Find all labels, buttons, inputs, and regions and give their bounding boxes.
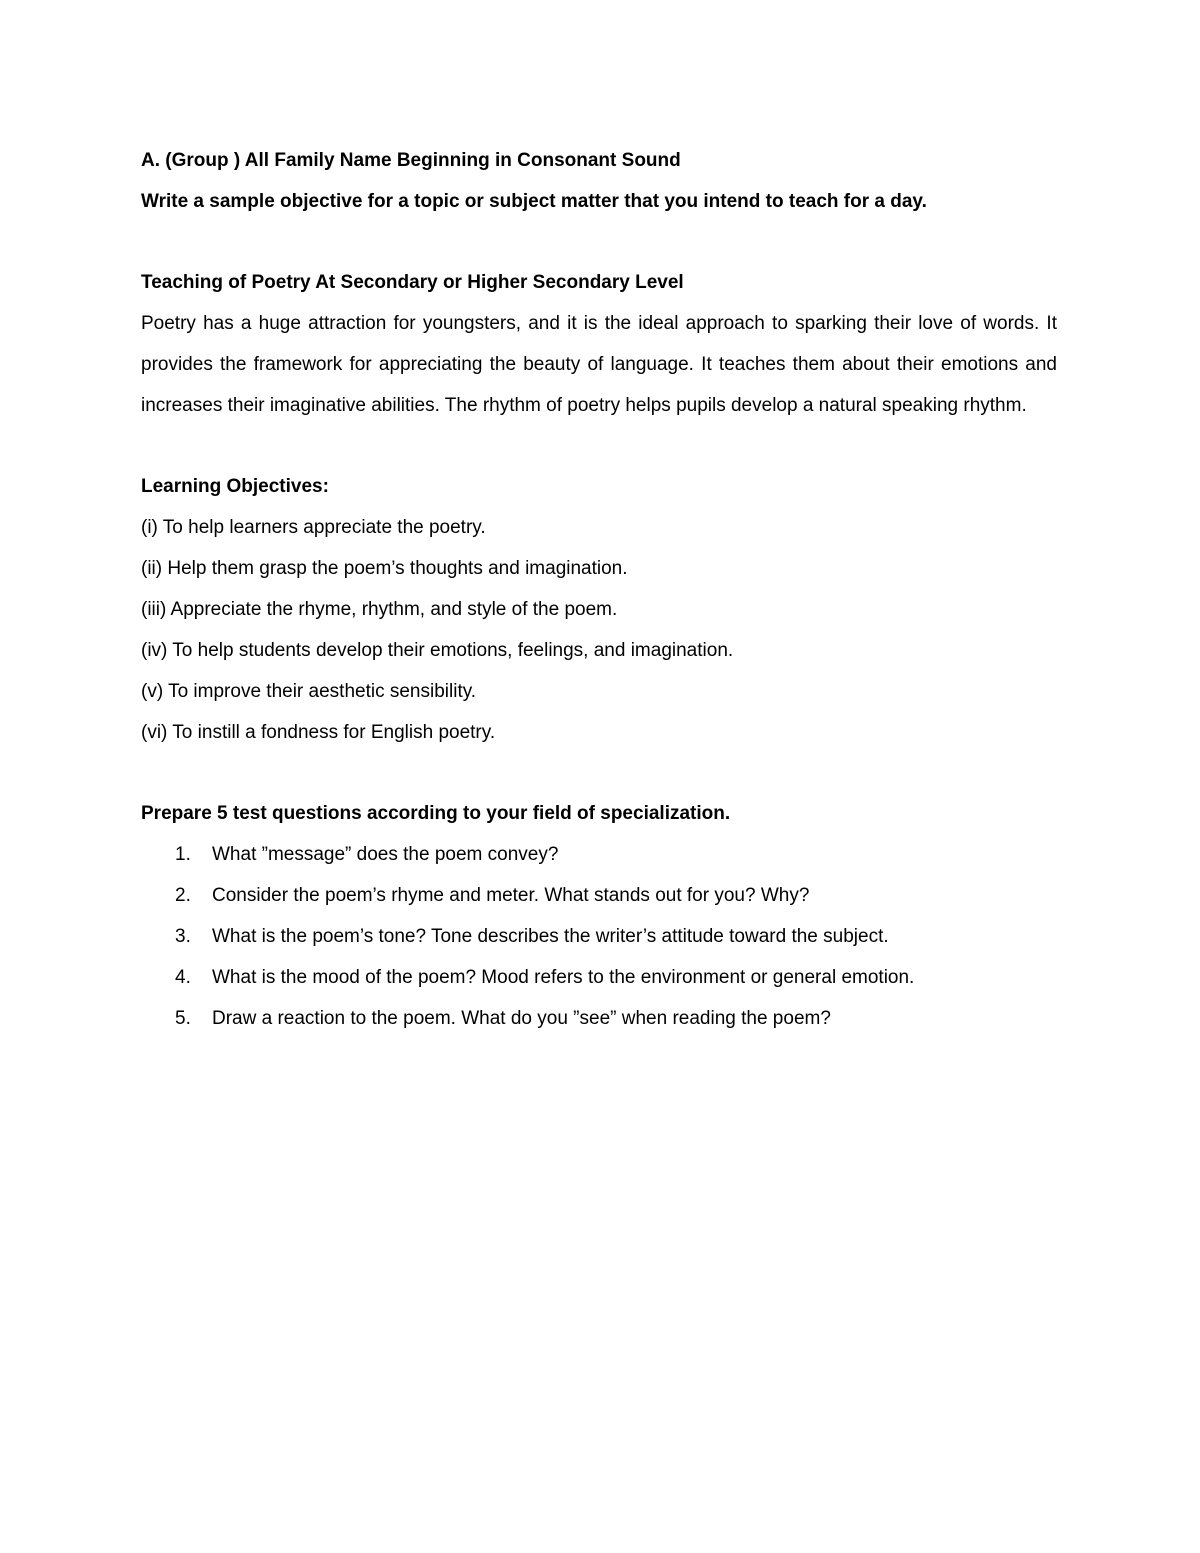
question-item: [141, 957, 1057, 998]
question-item: [141, 834, 1057, 875]
spacer: [141, 222, 1057, 262]
objective-item: (vi) To instill a fondness for English poetry.: [141, 722, 496, 743]
question-text: What is the mood of the poem? Mood refers to the environment or general emotion.: [212, 967, 915, 988]
objective-item: (ii) Help them grasp the poem’s thoughts and imagination.: [141, 558, 628, 579]
question-number: 4.: [175, 967, 191, 988]
question-number: 1.: [175, 844, 191, 865]
spacer: [141, 753, 1057, 793]
objective-item: (i) To help learners appreciate the poetry.: [141, 517, 486, 538]
question-item: [141, 875, 1057, 916]
question-item: [141, 998, 1057, 1039]
question-text: What ”message” does the poem convey?: [212, 844, 559, 865]
question-number: 2.: [175, 885, 191, 906]
question-text: What is the poem’s tone? Tone describes the writer’s attitude toward the subject.: [212, 926, 889, 947]
question-text: Draw a reaction to the poem. What do you ”see” when reading the poem?: [212, 1008, 831, 1029]
questions-list: [141, 834, 1057, 1039]
objective-item: (iii) Appreciate the rhyme, rhythm, and style of the poem.: [141, 599, 618, 620]
question-item: [141, 916, 1057, 957]
document-page: [141, 140, 1057, 1039]
questions-title: Prepare 5 test questions according to your field of specialization.: [141, 803, 731, 824]
question-text: Consider the poem’s rhyme and meter. What stands out for you? Why?: [212, 885, 810, 906]
question-number: 5.: [175, 1008, 191, 1029]
objective-item: (v) To improve their aesthetic sensibility.: [141, 681, 477, 702]
topic-paragraph: Poetry has a huge attraction for youngsters, and it is the ideal approach to sparking their love of words. It provides the framework for appreciating the beauty of language. It teaches them about their emotions and increases their imaginative abilities. The rhythm of poetry helps pupils develop a natural speaking rhythm.: [141, 313, 1057, 416]
objectives-list: [141, 507, 1057, 753]
spacer: [141, 426, 1057, 466]
instruction-line: Write a sample objective for a topic or subject matter that you intend to teach for a day.: [141, 191, 927, 212]
topic-title: Teaching of Poetry At Secondary or Higher Secondary Level: [141, 272, 684, 293]
group-heading: A. (Group ) All Family Name Beginning in Consonant Sound: [141, 150, 681, 171]
objective-item: (iv) To help students develop their emotions, feelings, and imagination.: [141, 640, 734, 661]
question-number: 3.: [175, 926, 191, 947]
objectives-title: Learning Objectives:: [141, 476, 329, 497]
